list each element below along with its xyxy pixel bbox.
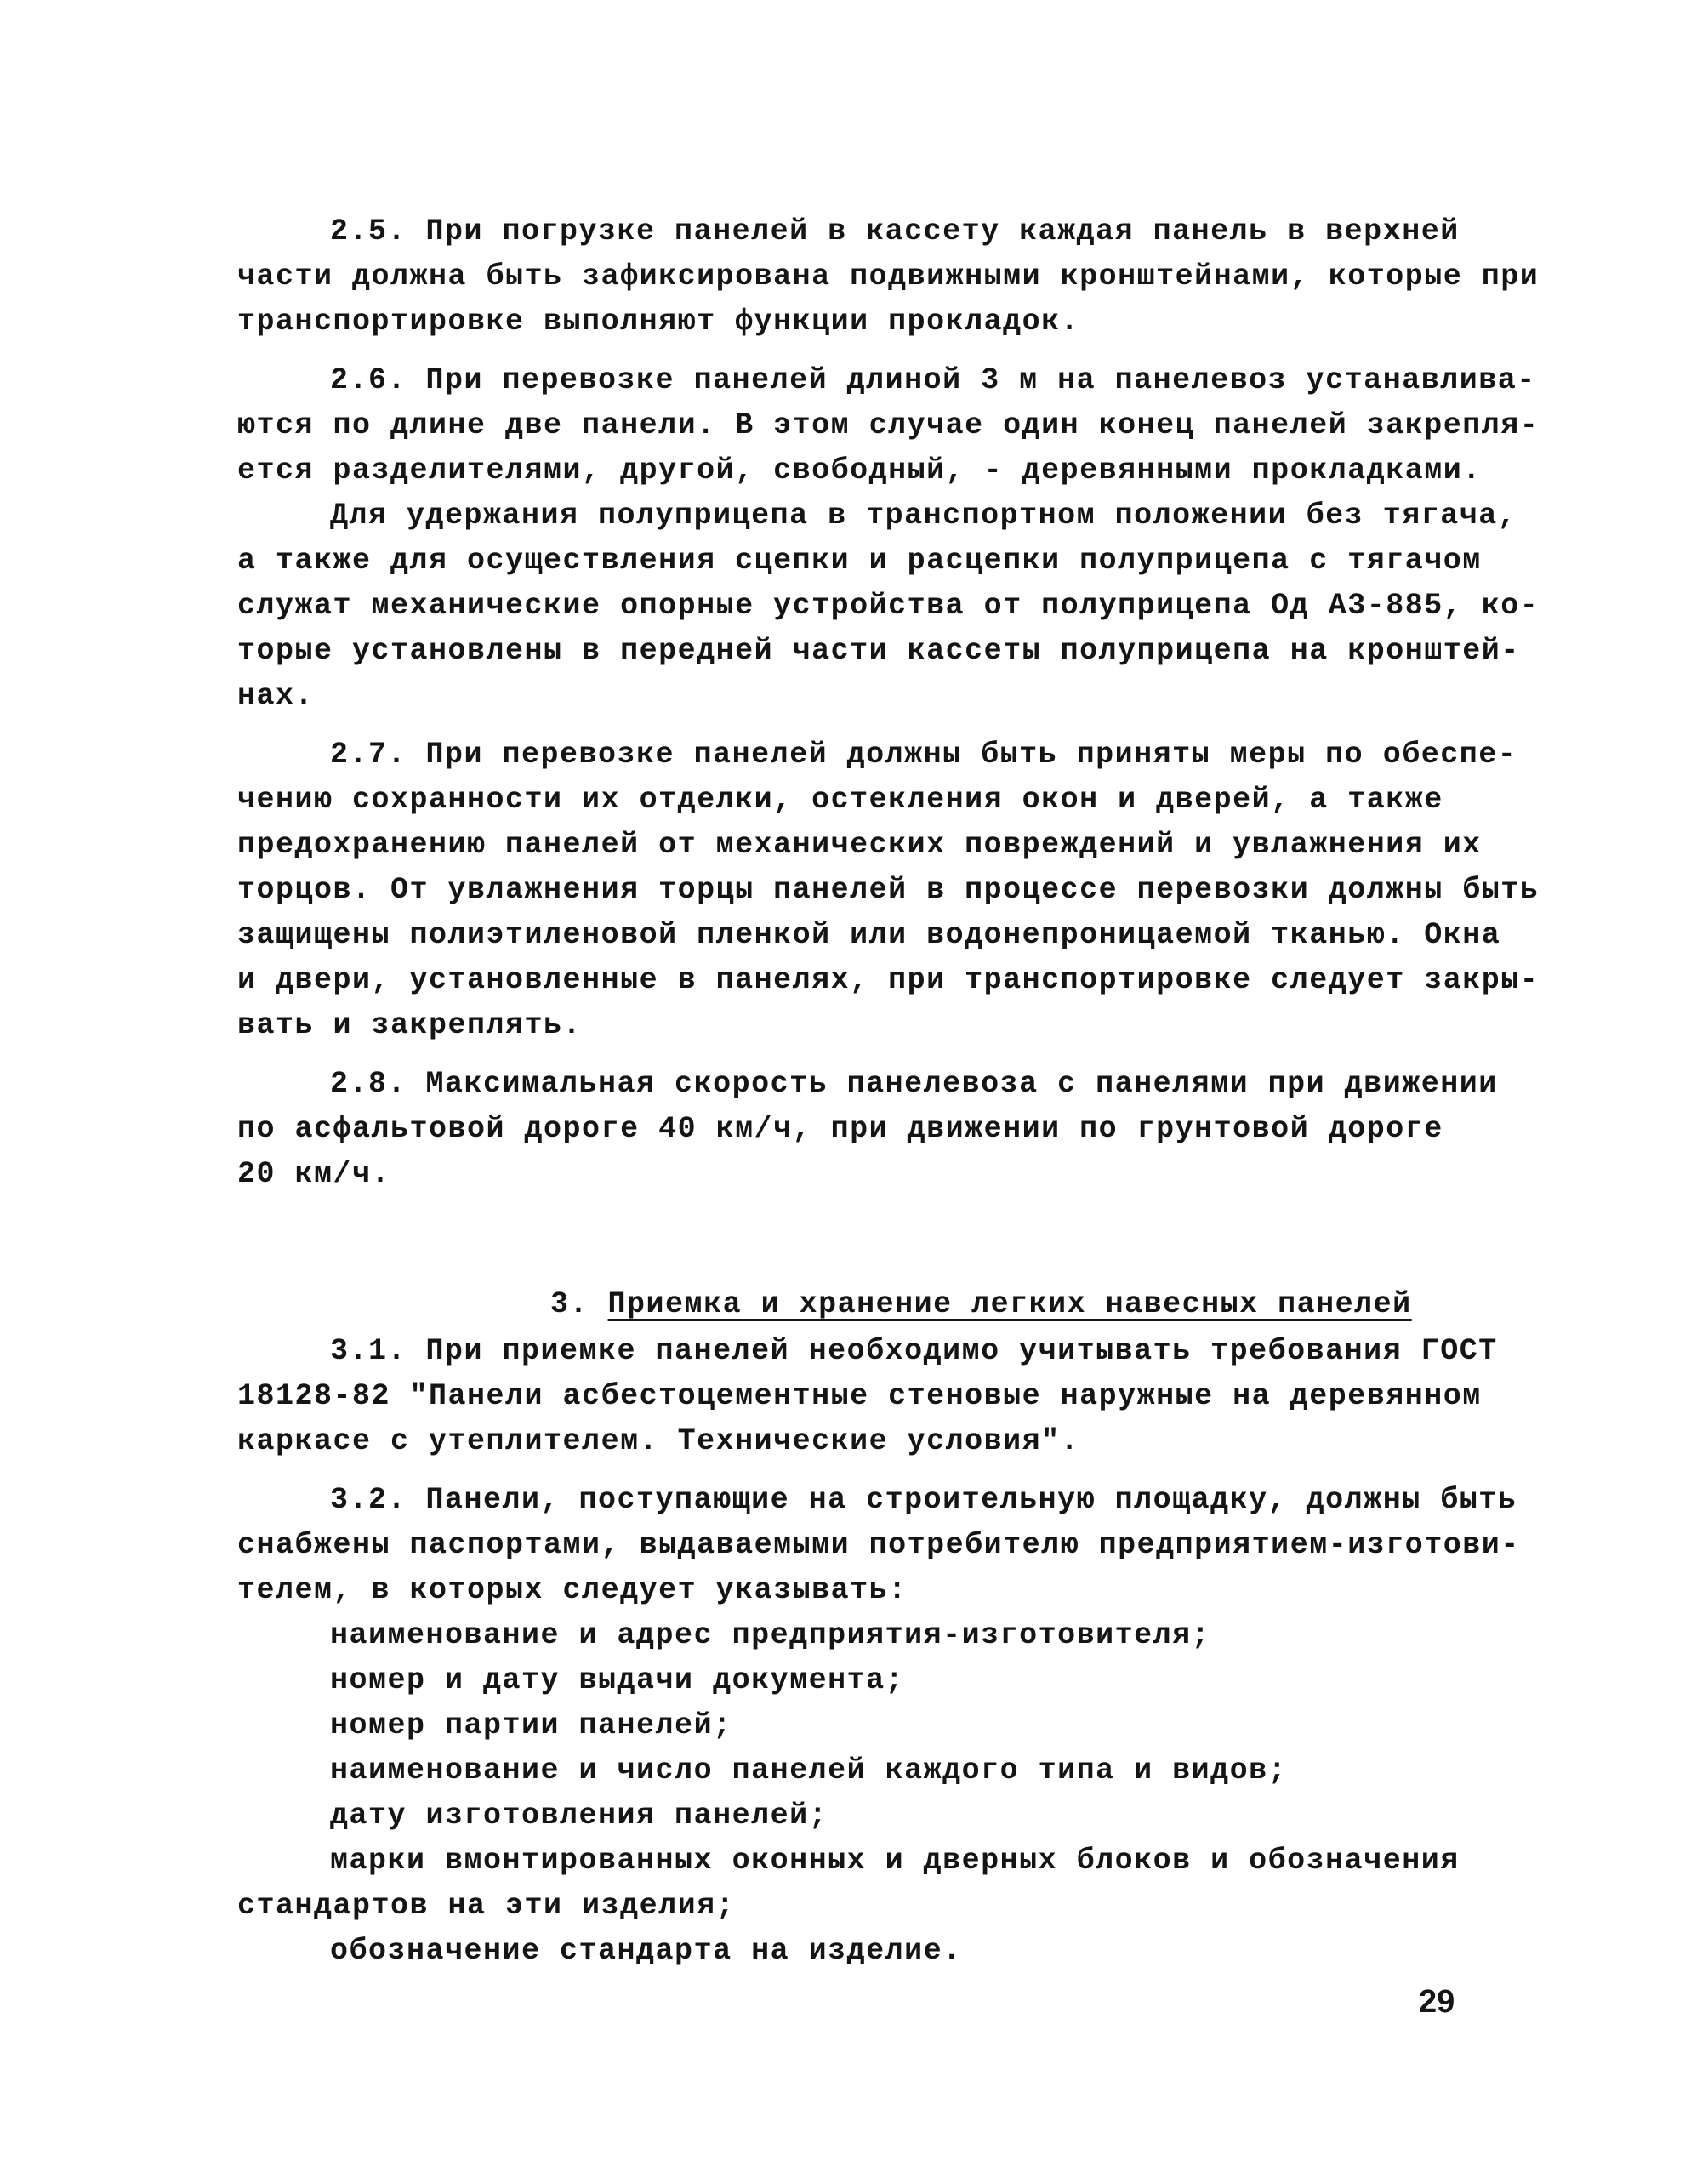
text-line: защищены полиэтиленовой пленкой или водонепроницаемой тканью. Окна	[237, 918, 1501, 952]
text-line: ется разделителями, другой, свободный, - деревянными прокладками.	[237, 453, 1482, 488]
text-line: а также для осуществления сцепки и расцепки полуприцепа с тягачом	[237, 544, 1482, 578]
page-number: 29	[1419, 1984, 1455, 2020]
list-item: номер партии панелей;	[330, 1708, 732, 1742]
text-line: части должна быть зафиксирована подвижными кронштейнами, которые при	[237, 259, 1540, 294]
text-line: Для удержания полуприцепа в транспортном положении без тягача,	[330, 499, 1517, 533]
text-line: торцов. От увлажнения торцы панелей в процессе перевозки должны быть	[237, 873, 1540, 907]
text-line: торые установлены в передней части кассеты полуприцепа на кронштей-	[237, 634, 1520, 668]
text-line: 2.5. При погрузке панелей в кассету каждая панель в верхней	[330, 214, 1460, 248]
text-line: 20 км/ч.	[237, 1157, 391, 1191]
text-line: 2.6. При перевозке панелей длиной 3 м на панелевоз устанавлива-	[330, 363, 1536, 397]
text-line: служат механические опорные устройства от полуприцепа Од А3-885, ко-	[237, 589, 1540, 623]
list-item: наименование и число панелей каждого типа и видов;	[330, 1753, 1288, 1788]
section-title: Приемка и хранение легких навесных панелей	[607, 1287, 1412, 1321]
text-line: снабжены паспортами, выдаваемыми потребителю предприятием-изготови-	[237, 1528, 1520, 1562]
text-line: вать и закреплять.	[237, 1008, 583, 1042]
text-line: 3.2. Панели, поступающие на строительную площадку, должны быть	[330, 1483, 1517, 1517]
list-item: марки вмонтированных оконных и дверных блоков и обозначения	[330, 1844, 1460, 1878]
text-line: предохранению панелей от механических повреждений и увлажнения их	[237, 828, 1482, 862]
text-line: 3.1. При приемке панелей необходимо учитывать требования ГОСТ	[330, 1334, 1498, 1368]
text-line: транспортировке выполняют функции прокладок.	[237, 305, 1080, 339]
text-line: 2.7. При перевозке панелей должны быть приняты меры по обеспе-	[330, 738, 1517, 772]
list-item-continuation: стандартов на эти изделия;	[237, 1889, 736, 1923]
text-line: телем, в которых следует указывать:	[237, 1573, 908, 1607]
text-line: каркасе с утеплителем. Технические условия".	[237, 1424, 1080, 1458]
list-item: номер и дату выдачи документа;	[330, 1663, 905, 1697]
text-line: и двери, установленные в панелях, при транспортировке следует закры-	[237, 963, 1540, 997]
text-line: ются по длине две панели. В этом случае один конец панелей закрепля-	[237, 408, 1540, 442]
text-line: чению сохранности их отделки, остекления окон и дверей, а также	[237, 783, 1443, 817]
list-item: обозначение стандарта на изделие.	[330, 1934, 962, 1968]
list-item: наименование и адрес предприятия-изготовителя;	[330, 1618, 1211, 1652]
text-line: нах.	[237, 679, 315, 713]
text-line: 18128-82 "Панели асбестоцементные стеновые наружные на деревянном	[237, 1379, 1482, 1413]
list-item: дату изготовления панелей;	[330, 1799, 828, 1833]
section-number: 3.	[550, 1287, 589, 1321]
text-line: 2.8. Максимальная скорость панелевоза с панелями при движении	[330, 1067, 1498, 1101]
text-line: по асфальтовой дороге 40 км/ч, при движении по грунтовой дороге	[237, 1112, 1443, 1146]
